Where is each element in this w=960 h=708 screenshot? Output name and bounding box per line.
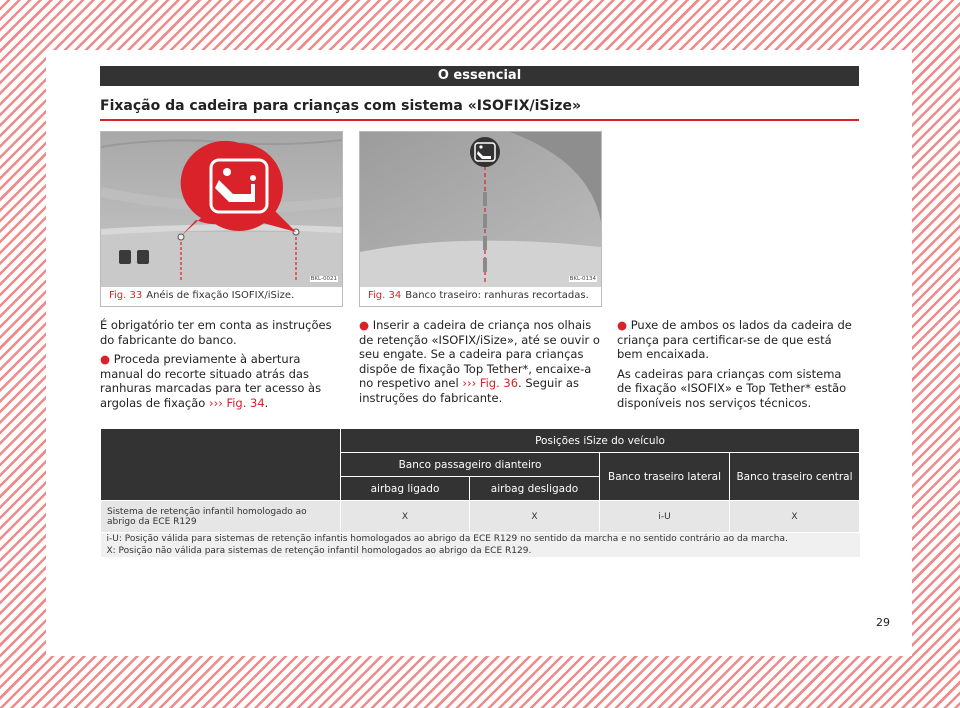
- figure-33-image: [101, 132, 342, 287]
- table-header-row: [101, 429, 860, 453]
- section-title: Fixação da cadeira para crianças com sistema «ISOFIX/iSize»: [100, 98, 581, 114]
- isize-positions-table: [100, 428, 860, 557]
- col3-paragraph-1: [617, 318, 859, 362]
- figure-33-number: Fig. 33: [109, 290, 143, 301]
- table-cell: X: [341, 501, 470, 533]
- chapter-header: O essencial: [100, 66, 859, 86]
- figure-34-image: [360, 132, 601, 287]
- bullet-icon: ●: [359, 318, 370, 332]
- bullet-icon: ●: [100, 352, 111, 366]
- note-x: X: Posição não válida para sistemas de retenção infantil homologados ao abrigo da ECE R129.: [106, 546, 532, 556]
- figure-33: [100, 131, 343, 307]
- table-cell: i-U: [600, 501, 730, 533]
- figure-33-caption-text: Anéis de fixação ISOFIX/iSize.: [146, 290, 295, 301]
- col1-paragraph-2: [100, 352, 342, 410]
- figure-34-caption-text: Banco traseiro: ranhuras recortadas.: [405, 290, 589, 301]
- table-header-lateral: Banco traseiro lateral: [600, 453, 730, 501]
- table-header-front: Banco passageiro dianteiro: [341, 453, 600, 477]
- note-iu: i-U: Posição válida para sistemas de retenção infantis homologados ao abrigo da ECE R129 no sentido da marcha e no sentido contrário ao da marcha.: [106, 534, 788, 544]
- fig-34-link[interactable]: ››› Fig. 34: [209, 395, 265, 410]
- col2-paragraph: [359, 318, 601, 405]
- table-notes: [101, 533, 860, 558]
- figure-34: [359, 131, 602, 307]
- col2-text: Inserir a cadeira de criança nos olhais de retenção «ISOFIX/iSize», até se ouvir o seu engate. Se a cadeira para crianças dispõe de fixação Top Tether*, encaixe-a no respetivo anel: [359, 318, 600, 390]
- table-notes-row: [101, 533, 860, 558]
- figure-34-number: Fig. 34: [368, 290, 402, 301]
- table-header-main: Posições iSize do veículo: [341, 429, 860, 453]
- figure-33-code: BKL-0021: [310, 276, 337, 282]
- col3-bullet-text: Puxe de ambos os lados da cadeira de criança para certificar-se de que está bem encaixada.: [617, 318, 852, 361]
- table-header-airbag-on: airbag ligado: [341, 477, 470, 501]
- col1-bullet-text: Proceda previamente à abertura manual do recorte situado atrás das ranhuras marcadas para ter acesso às argolas de fixação: [100, 352, 322, 410]
- text-column-3: [617, 318, 859, 415]
- bullet-icon: ●: [617, 318, 628, 332]
- col2-text-end: . Seguir as instruções do fabricante.: [359, 376, 579, 405]
- text-column-1: [100, 318, 342, 415]
- figure-34-code: BKL-0134: [569, 276, 596, 282]
- figure-34-caption: [368, 290, 589, 301]
- title-rule: [100, 119, 859, 121]
- table-cell: X: [470, 501, 600, 533]
- fig-36-link[interactable]: ››› Fig. 36: [462, 376, 519, 390]
- text-column-2: [359, 318, 601, 410]
- page-number: 29: [876, 616, 890, 629]
- figure-33-caption: [109, 290, 294, 301]
- table-row: [101, 501, 860, 533]
- table-header-airbag-off: airbag desligado: [470, 477, 600, 501]
- col3-paragraph-2: As cadeiras para crianças com sistema de fixação «ISOFIX» e Top Tether* estão disponíveis nos serviços técnicos.: [617, 366, 847, 410]
- table-header-empty: [101, 429, 341, 501]
- table-row-label: Sistema de retenção infantil homologado ao abrigo da ECE R129: [101, 501, 341, 533]
- col1-paragraph-1: É obrigatório ter em conta as instruções do fabricante do banco.: [100, 318, 332, 347]
- table-header-central: Banco traseiro central: [730, 453, 860, 501]
- table-cell: X: [730, 501, 860, 533]
- col1-period: .: [264, 395, 269, 410]
